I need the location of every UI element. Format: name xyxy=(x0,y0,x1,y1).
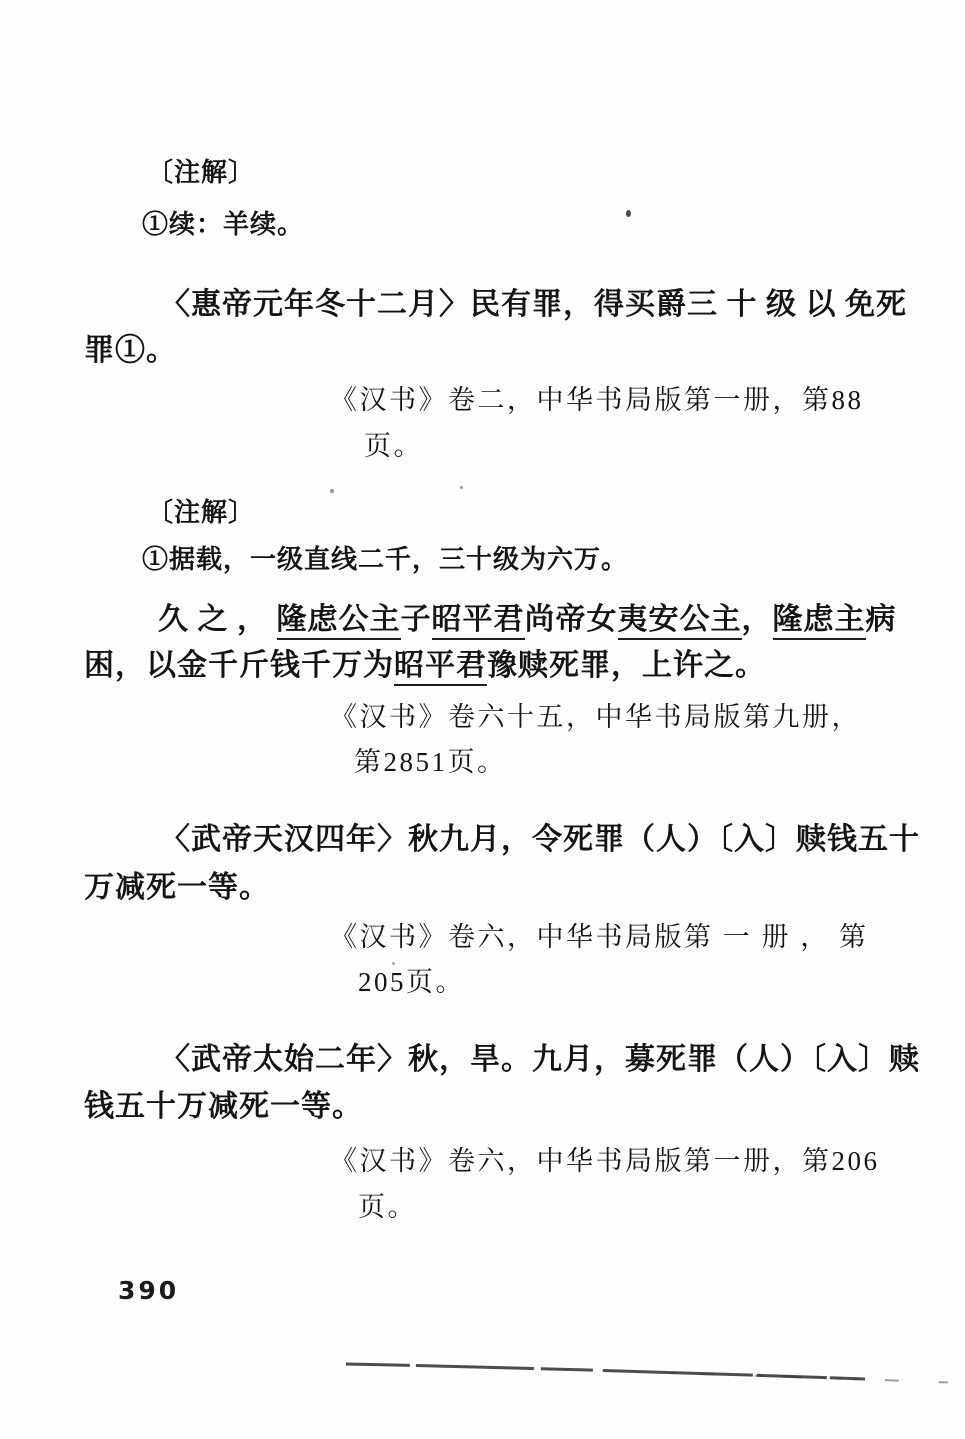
entry-line: 〈惠帝元年冬十二月〉民有罪，得买爵三 十 级 以 免死 xyxy=(160,288,907,321)
ink-speck xyxy=(626,210,631,217)
entry-line: 罪①。 xyxy=(84,334,177,367)
proper-name-underlined: 隆虑公主 xyxy=(277,603,401,640)
text-segment: 豫赎死罪，上许之。 xyxy=(487,649,766,682)
page-number: 390 xyxy=(118,1276,180,1305)
text-segment: 困，以金千斤钱千万为 xyxy=(84,649,394,682)
proper-name-underlined: 隆虑主 xyxy=(773,603,866,640)
citation-line: 《汉书》卷六，中华书局版第 一 册 ， 第 xyxy=(330,922,869,952)
ink-speck xyxy=(330,489,334,493)
citation-line: 《汉书》卷六十五，中华书局版第九册， xyxy=(330,702,861,732)
citation-line: 《汉书》卷二，中华书局版第一册，第88 xyxy=(330,385,864,415)
citation-line: 205页。 xyxy=(358,967,465,997)
proper-name-underlined: 昭平君 xyxy=(432,603,525,640)
ink-speck xyxy=(460,486,463,489)
citation-line: 《汉书》卷六，中华书局版第一册，第206 xyxy=(330,1146,880,1176)
note-item: ①续：羊续。 xyxy=(142,210,305,239)
citation-line: 页。 xyxy=(358,1192,417,1222)
note-item: ①据载，一级直线二千，三十级为六万。 xyxy=(142,545,629,574)
citation-line: 页。 xyxy=(364,431,423,461)
proper-name-underlined: 夷安公主 xyxy=(618,603,742,640)
scan-artifact-line xyxy=(340,1356,965,1392)
text-segment: 子 xyxy=(400,603,432,636)
text-segment: 久 之 ， xyxy=(158,603,277,636)
entry-line: 钱五十万减死一等。 xyxy=(84,1090,363,1123)
entry-line: 〈武帝天汉四年〉秋九月，令死罪（人）〔入〕赎钱五十 xyxy=(160,823,920,856)
note-section-label: 〔注解〕 xyxy=(147,498,256,527)
text-segment: 尚帝女 xyxy=(524,603,618,636)
ink-speck xyxy=(392,962,395,965)
note-section-label: 〔注解〕 xyxy=(147,158,256,187)
entry-line: 万减死一等。 xyxy=(84,871,270,904)
text-segment: ， xyxy=(741,603,773,636)
entry-line xyxy=(158,602,897,638)
citation-line: 第2851页。 xyxy=(354,747,507,777)
entry-line: 〈武帝太始二年〉秋，旱。九月，募死罪（人）〔入〕赎 xyxy=(160,1043,920,1076)
entry-line xyxy=(84,648,766,684)
proper-name-underlined: 昭平君 xyxy=(394,649,487,686)
text-segment: 病 xyxy=(865,603,897,636)
